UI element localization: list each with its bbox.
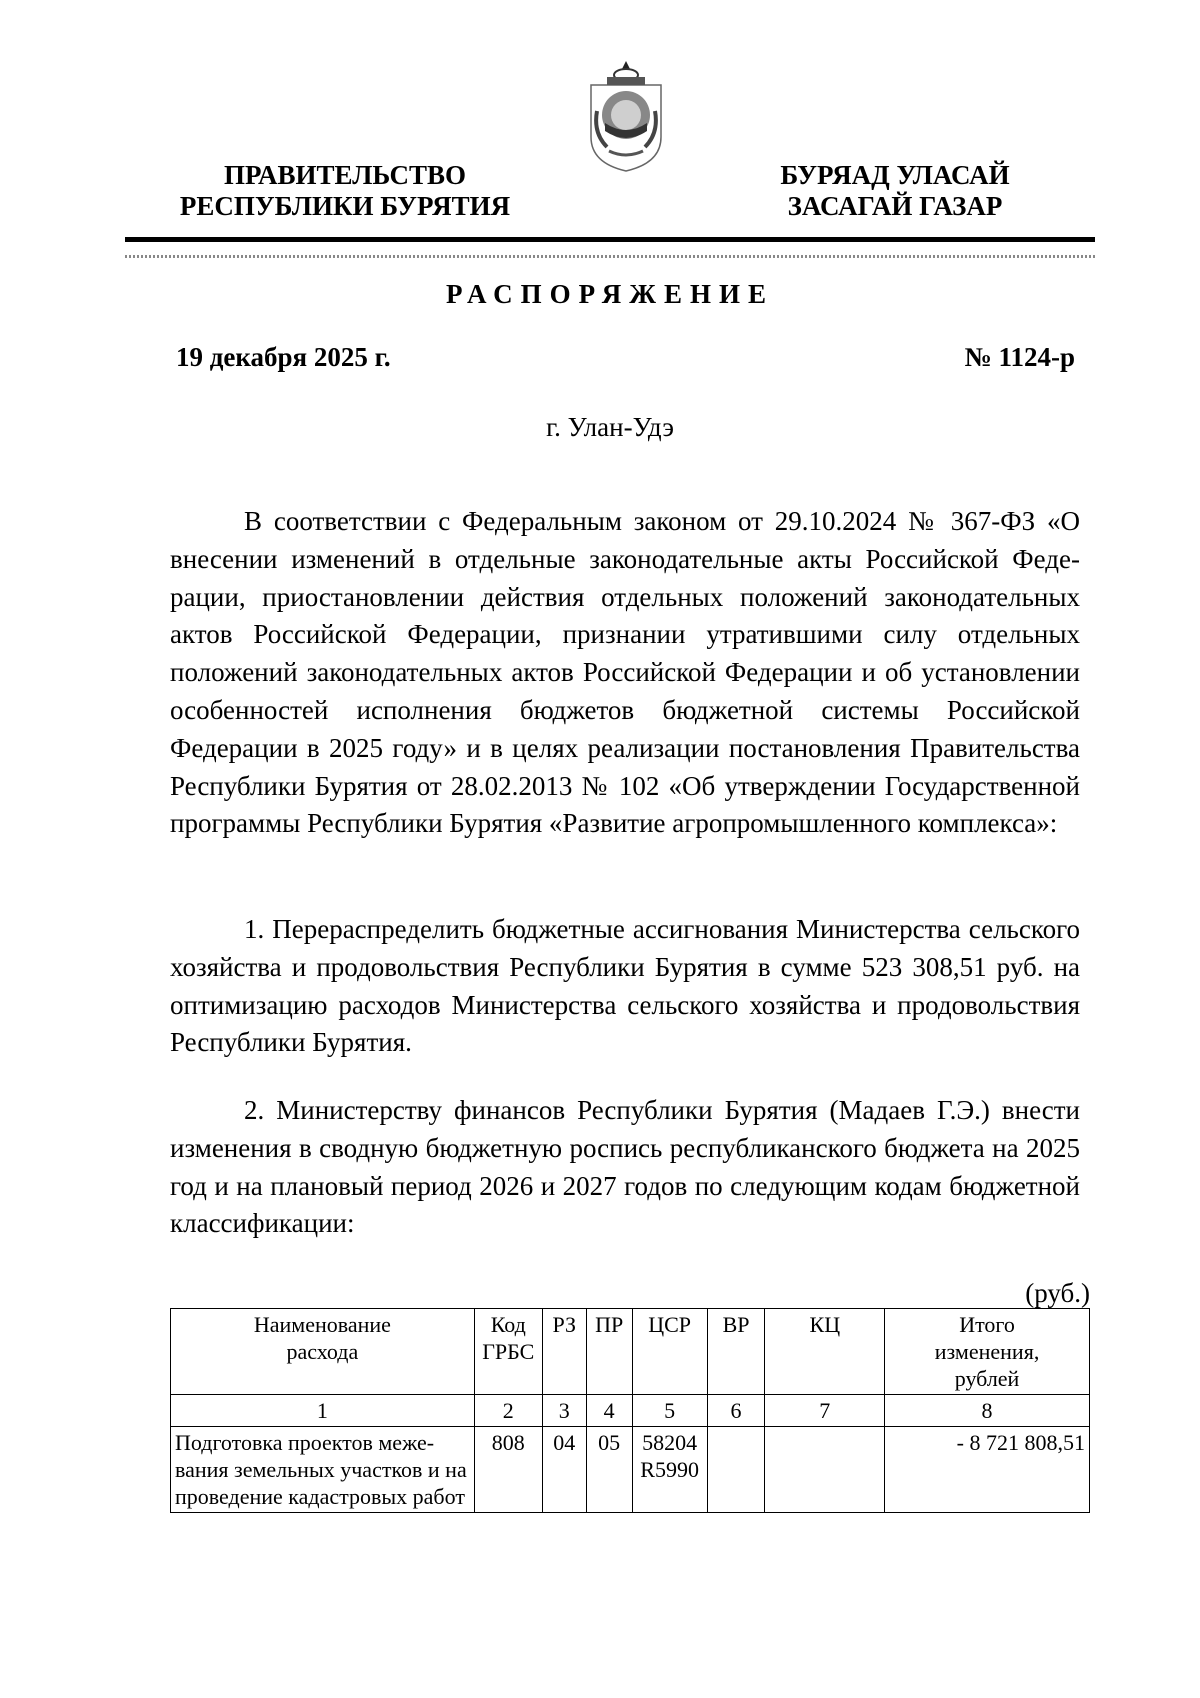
- grbs-code-cell: 808: [474, 1427, 542, 1513]
- document-number: № 1124-р: [964, 342, 1075, 372]
- column-number: 8: [885, 1395, 1090, 1427]
- column-number: 5: [632, 1395, 707, 1427]
- table-number-row: [171, 1395, 1090, 1427]
- column-header: КЦ: [765, 1309, 885, 1395]
- expense-name-cell: Подготовка проектов межевания земельных участков и на проведение кадастровых работ: [171, 1427, 475, 1513]
- clause-2-paragraph: [170, 1092, 1080, 1243]
- kc-cell: [765, 1427, 885, 1513]
- paragraph-text: 2. Министерству финансов Республики Бурятия (Мадаев Г.Э.) внести изменения в сводную бюджетную роспись республиканского бюджета на 2025 год и на плановый период 2026 и 2027 годов по следующим кодам бюджетной классификации:: [170, 1095, 1080, 1239]
- header-right-line2: ЗАСАГАЙ ГАЗАР: [787, 191, 1003, 221]
- vr-cell: [707, 1427, 765, 1513]
- column-number: 4: [586, 1395, 632, 1427]
- column-header: ВР: [707, 1309, 765, 1395]
- header-divider-thin: [125, 255, 1095, 258]
- total-change-cell: - 8 721 808,51: [885, 1427, 1090, 1513]
- column-number: 6: [707, 1395, 765, 1427]
- document-city: г. Улан-Удэ: [546, 412, 674, 442]
- header-right: [755, 160, 1035, 222]
- document-date: 19 декабря 2025 г.: [176, 342, 391, 372]
- coat-of-arms-icon: [585, 55, 667, 175]
- preamble-paragraph: [170, 503, 1080, 843]
- paragraph-text: В соответствии с Федеральным законом от 29.10.2024 № 367-ФЗ «О внесении изменений в отдельные законодательные акты Российской Федерации, приостановлении действия отдельных положений законодательных актов Российской Федерации, признании утратившими силу отдельных положений законодательных актов Российской Федерации и об установлении особенностей исполнения бюджетов бюджетной системы Российской Федерации в 2025 году» и в целях реализации постановления Правительства Республики Бурятия от 28.02.2013 № 102 «Об утверждении Государственной программы Республики Бурятия «Развитие агропромышленного комплекса»:: [170, 506, 1080, 839]
- table-row: [171, 1427, 1090, 1513]
- header-right-line1: БУРЯАД УЛАСАЙ: [780, 160, 1010, 190]
- table-header-row: [171, 1309, 1090, 1395]
- column-header: ЦСР: [632, 1309, 707, 1395]
- header-left-line1: ПРАВИТЕЛЬСТВО: [223, 160, 467, 190]
- column-number: 3: [542, 1395, 586, 1427]
- header-left-line2: РЕСПУБЛИКИ БУРЯТИЯ: [179, 191, 511, 221]
- clause-1-paragraph: [170, 911, 1080, 1062]
- column-header: РЗ: [542, 1309, 586, 1395]
- paragraph-text: 1. Перераспределить бюджетные ассигнования Министерства сельского хозяйства и продовольствия Республики Бурятия в сумме 523 308,51 руб. на оптимизацию расходов Министерства сельского хозяйства и продовольствия Республики Бурятия.: [170, 914, 1080, 1058]
- pr-cell: 05: [586, 1427, 632, 1513]
- header-left: [165, 160, 525, 222]
- column-header: Итого изменения, рублей: [885, 1309, 1090, 1395]
- csr-cell: 58204 R5990: [632, 1427, 707, 1513]
- column-number: 1: [171, 1395, 475, 1427]
- table-unit-label: (руб.): [1025, 1278, 1090, 1308]
- budget-table: [170, 1308, 1090, 1513]
- column-number: 7: [765, 1395, 885, 1427]
- column-header: ПР: [586, 1309, 632, 1395]
- column-header: Код ГРБС: [474, 1309, 542, 1395]
- rz-cell: 04: [542, 1427, 586, 1513]
- header-divider-thick: [125, 237, 1095, 242]
- column-header: Наименование расхода: [171, 1309, 475, 1395]
- document-title: РАСПОРЯЖЕНИЕ: [445, 279, 775, 309]
- column-number: 2: [474, 1395, 542, 1427]
